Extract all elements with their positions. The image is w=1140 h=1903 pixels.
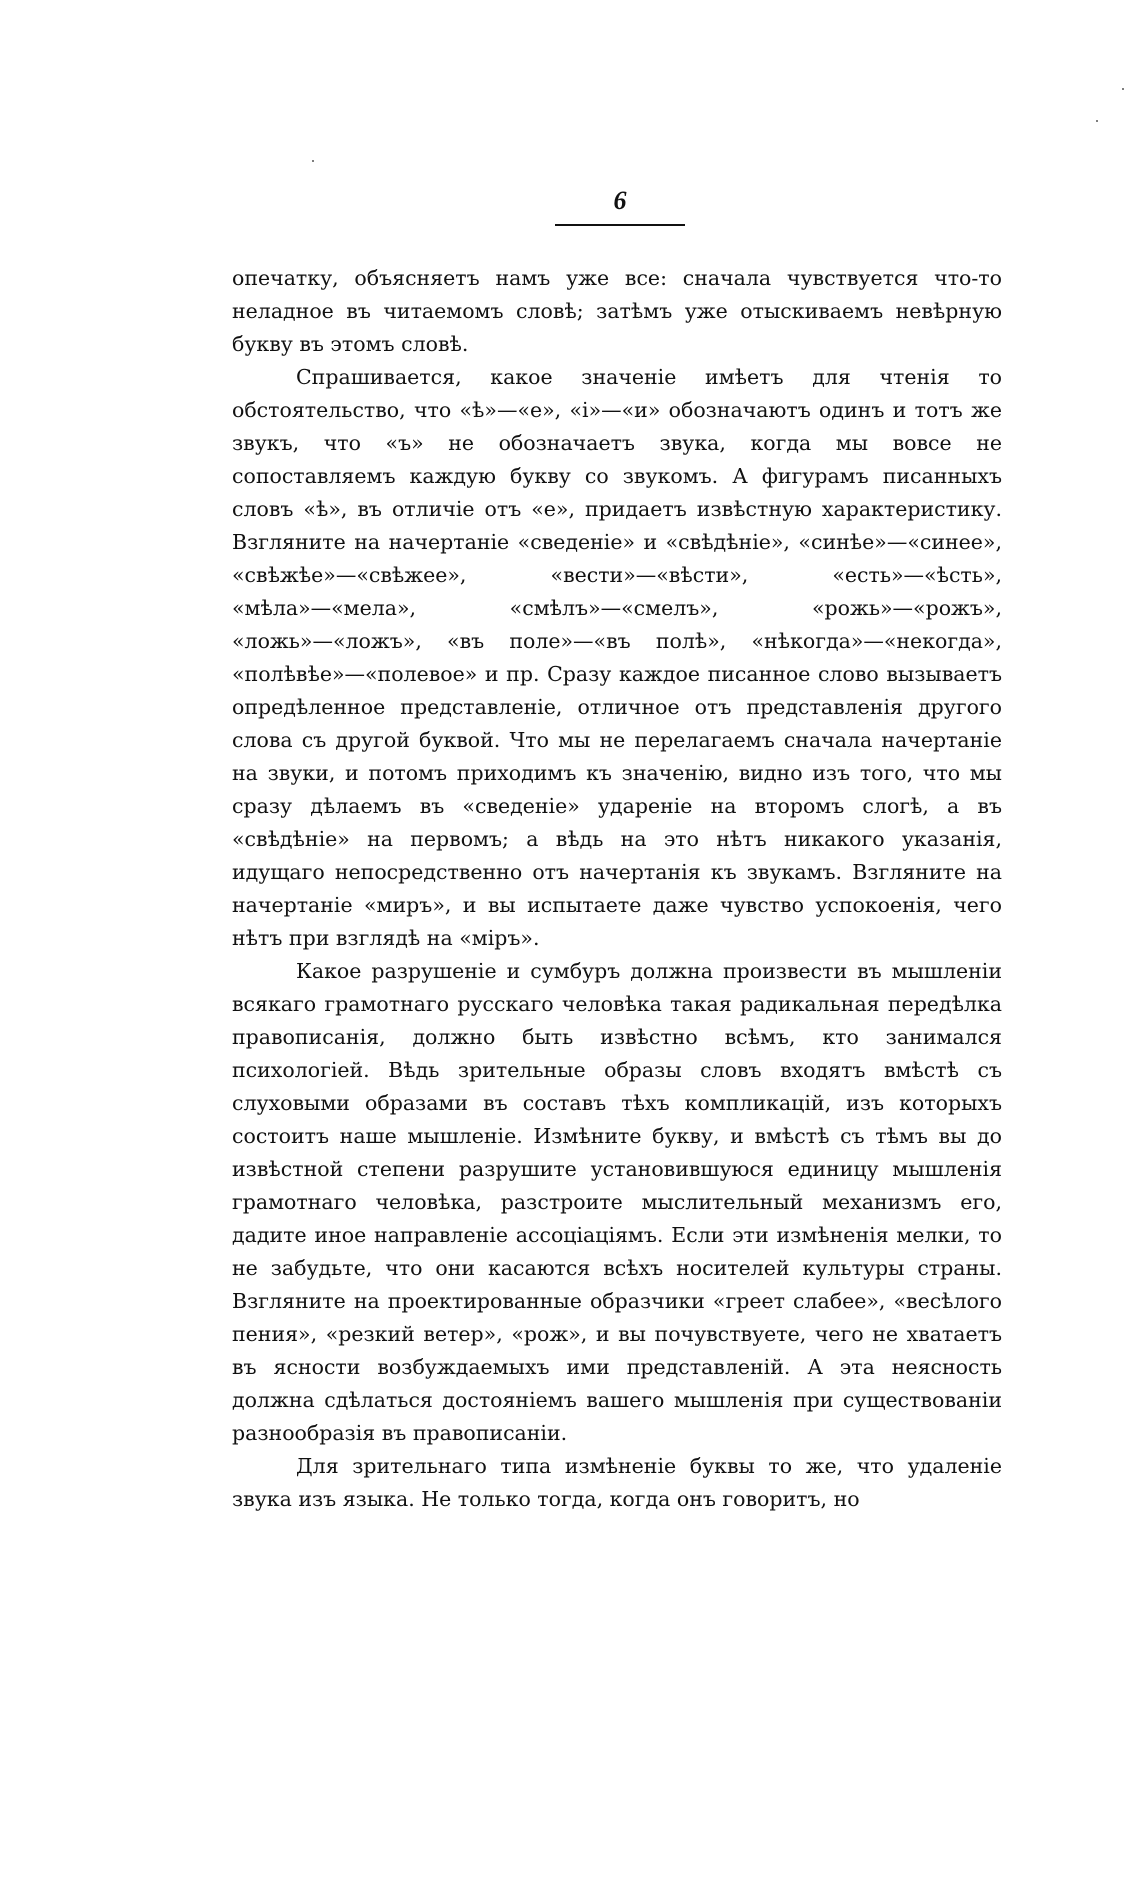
paragraph: опечатку, объясняетъ намъ уже все: сначала чувствуется что-то неладное въ читаемомъ словѣ; затѣмъ уже отыскиваемъ невѣрную букву въ этомъ словѣ. xyxy=(232,266,1002,356)
paragraph: Какое разрушеніе и сумбуръ должна произвести въ мышленіи всякаго грамотнаго русскаго человѣка такая радикальная передѣлка правописанія, должно быть извѣстно всѣмъ, кто занимался психологіей. Вѣдь зрительные образы словъ входятъ вмѣстѣ съ слуховыми образами въ составъ тѣхъ компликацій, изъ которыхъ состоитъ наше мышленіе. Измѣните букву, и вмѣстѣ съ тѣмъ вы до извѣстной степени разрушите установившуюся единицу мышленія грамотнаго человѣка, разстроите мыслительный механизмъ его, дадите иное направленіе ассоціаціямъ. Если эти измѣненія мелки, то не забудьте, что они касаются всѣхъ носителей культуры страны. Взгляните на проектированные образчики «греет слабее», «весѣлого пения», «резкий ветер», «рож», и вы почувствуете, чего не хватаетъ въ ясности возбуждаемыхъ ими представленій. А эта неясность должна сдѣлаться достояніемъ вашего мышленія при существованіи разнообразія въ правописаніи. xyxy=(232,959,1002,1445)
body-text xyxy=(232,262,1002,1516)
header-rule xyxy=(555,224,685,226)
scan-speck xyxy=(312,160,314,162)
page-number: 6 xyxy=(613,186,627,215)
scan-speck xyxy=(1122,88,1124,90)
paragraph: Спрашивается, какое значеніе имѣетъ для чтенія то обстоятельство, что «ѣ»—«е», «і»—«и» обозначаютъ одинъ и тотъ же звукъ, что «ъ» не обозначаетъ звука, когда мы вовсе не сопоставляемъ каждую букву со звукомъ. А фигурамъ писанныхъ словъ «ѣ», въ отличіе отъ «е», придаетъ извѣстную характеристику. Взгляните на начертаніе «сведеніе» и «свѣдѣніе», «синѣе»—«синее», «свѣжѣе»—«свѣжее», «вести»—«вѣсти», «есть»—«ѣсть», «мѣла»—«мела», «смѣлъ»—«смелъ», «рожь»—«рожъ», «ложь»—«ложъ», «въ поле»—«въ полѣ», «нѣкогда»—«некогда», «полѣвѣе»—«полевое» и пр. Сразу каждое писанное слово вызываетъ опредѣленное представленіе, отличное отъ представленія другого слова съ другой буквой. Что мы не перелагаемъ сначала начертаніе на звуки, и потомъ приходимъ къ значенію, видно изъ того, что мы сразу дѣлаемъ въ «сведеніе» удареніе на второмъ слогѣ, а въ «свѣдѣніе» на первомъ; а вѣдь на это нѣтъ никакого указанія, идущаго непосредственно отъ начертанія къ звукамъ. Взгляните на начертаніе «миръ», и вы испытаете даже чувство успокоенія, чего нѣтъ при взглядѣ на «міръ». xyxy=(232,365,1002,950)
scan-speck xyxy=(1096,120,1098,122)
paragraph: Для зрительнаго типа измѣненіе буквы то же, что удаленіе звука изъ языка. Не только тогда, когда онъ говоритъ, но xyxy=(232,1454,1002,1511)
